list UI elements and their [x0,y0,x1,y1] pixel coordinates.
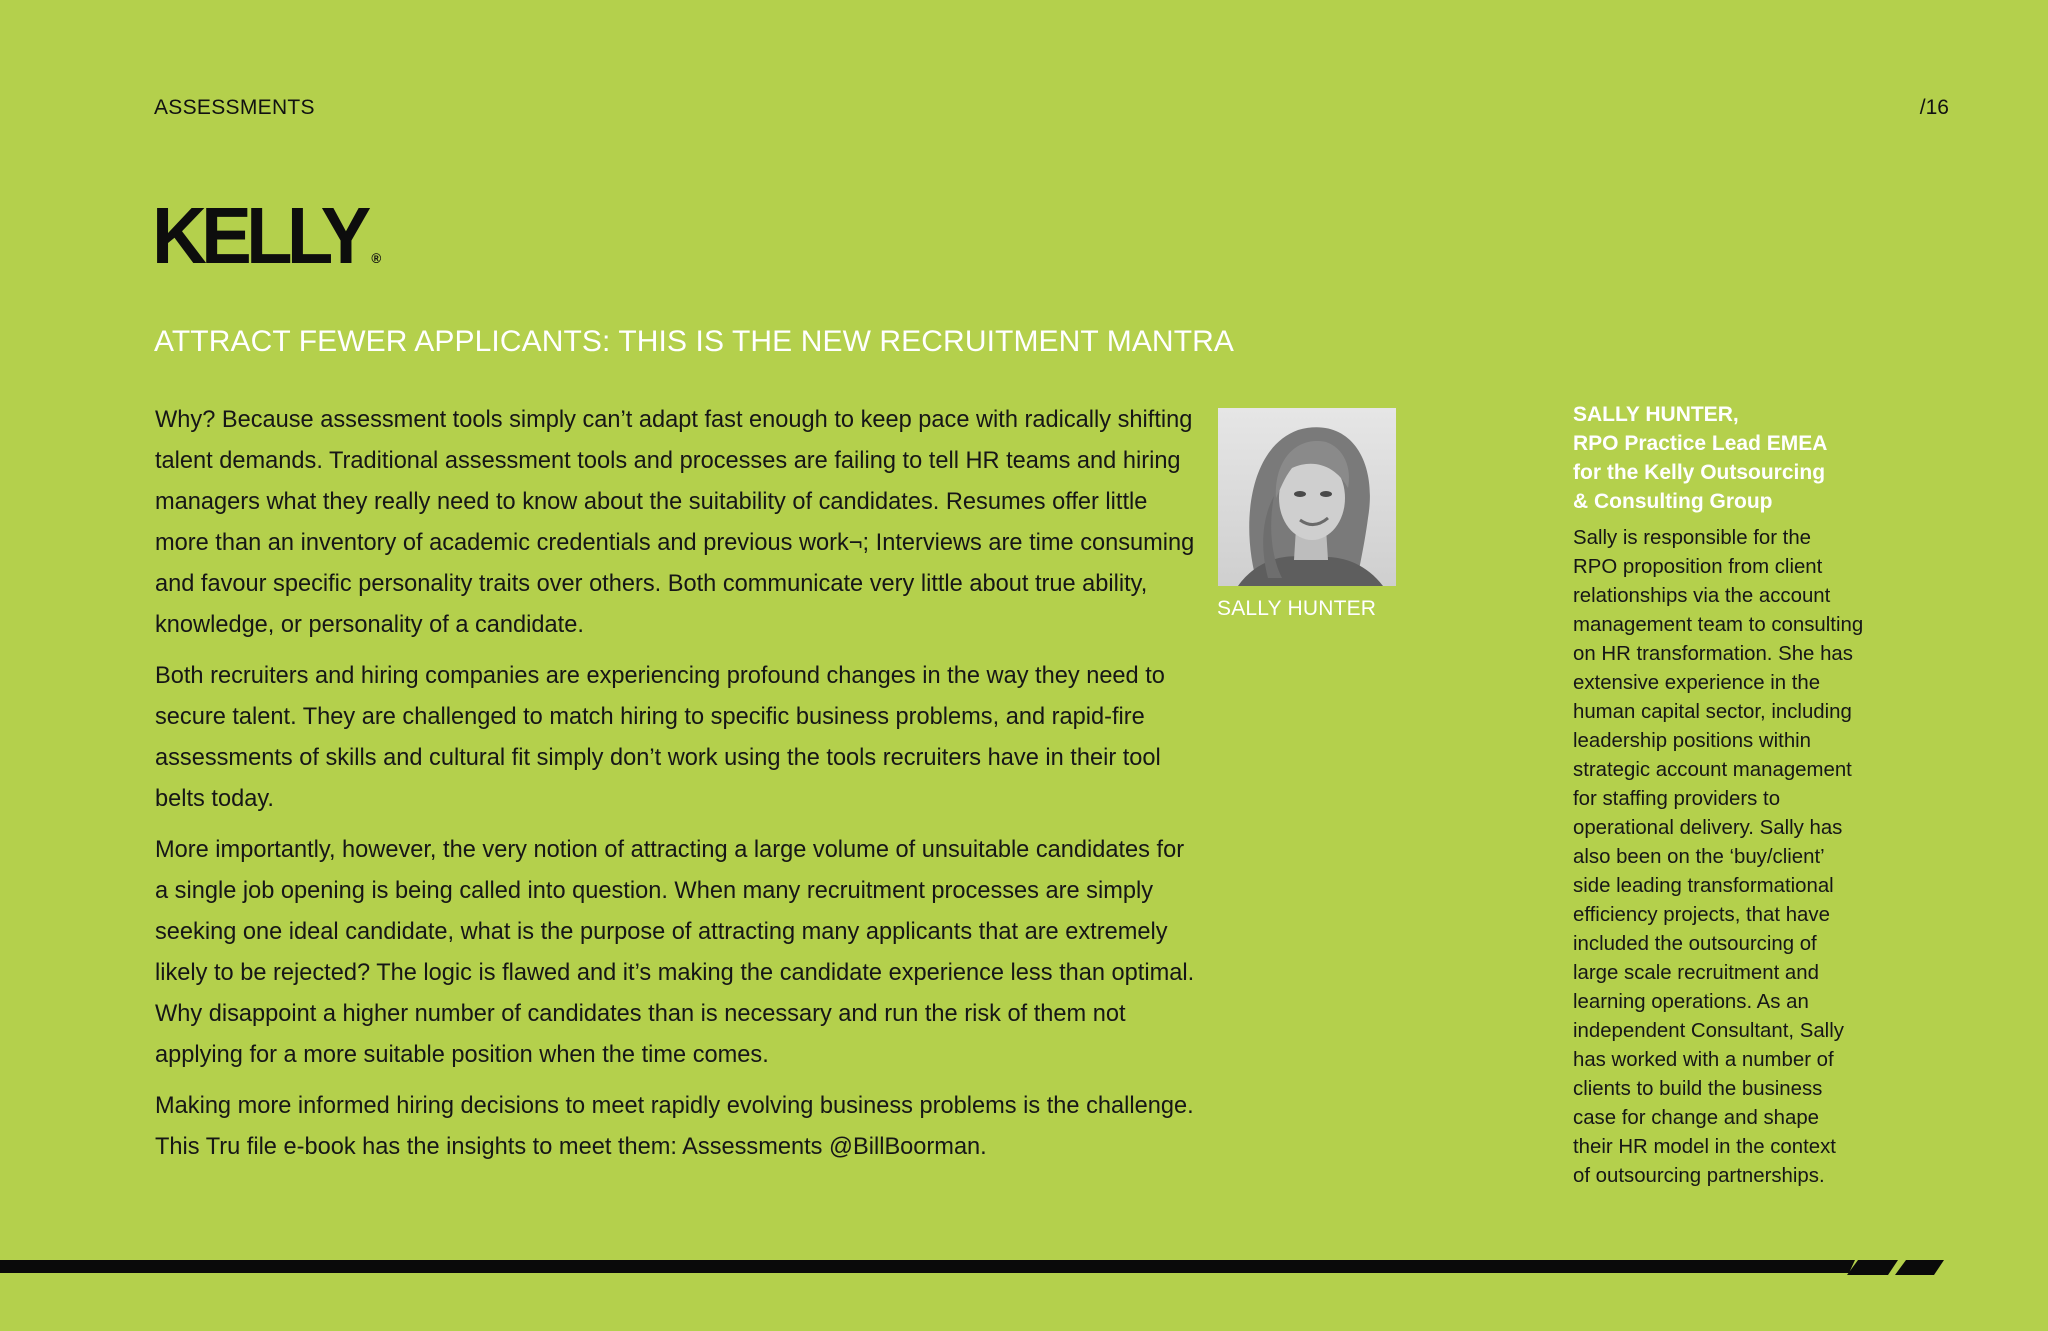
page-number: /16 [1919,96,1949,119]
registered-mark: ® [371,250,382,266]
bio-heading-line: & Consulting Group [1573,490,1773,513]
footer-bar-main [0,1260,1855,1273]
bio-line: RPO proposition from client [1573,556,1823,578]
bio-line: management team to consulting [1573,614,1864,636]
bio-line: relationships via the account [1573,585,1831,607]
body-paragraph: More importantly, however, the very notion of attracting a large volume of unsuitable candidates for a single job opening is being called into question. When many recruitment processes are simply seeking one ideal candidate, what is the purpose of attracting many applicants that are extremely likely to be rejected? The logic is flawed and it’s making the candidate experience less than optimal. Why disappoint a higher number of candidates than is necessary and run the risk of them not applying for a more suitable position when the time comes. [155,837,1195,1068]
section-label: ASSESSMENTS [154,96,315,119]
bio-heading [1573,400,1903,516]
bio-line: leadership positions within [1573,730,1812,752]
bio-line: clients to build the business [1573,1078,1823,1100]
footer-bar [0,1255,2048,1275]
bio-line: also been on the ‘buy/client’ [1573,846,1825,868]
bio-line: for staffing providers to [1573,788,1781,810]
bio-line: included the outsourcing of [1573,933,1817,955]
portrait-photo [1218,408,1396,586]
bio-line: Sally is responsible for the [1573,527,1812,549]
bio-line: side leading transformational [1573,875,1834,897]
bio-line: extensive experience in the [1573,672,1821,694]
bio-line: has worked with a number of [1573,1049,1834,1071]
bio-line: human capital sector, including [1573,701,1852,723]
body-paragraph: Why? Because assessment tools simply can’t adapt fast enough to keep pace with radically shifting talent demands. Traditional assessment tools and processes are failing to tell HR teams and hiring managers what they really need to know about the suitability of candidates. Resumes offer little more than an inventory of academic credentials and previous work¬; Interviews are time consuming and favour specific personality traits over others. Both communicate very little about true ability, knowledge, or personality of a candidate. [155,407,1195,638]
bio-line: learning operations. As an [1573,991,1809,1013]
portrait-image [1218,408,1396,586]
bio-line: their HR model in the context [1573,1136,1836,1158]
bio-heading-line: RPO Practice Lead EMEA [1573,432,1828,455]
logo-wordmark: KELLY [152,191,366,280]
bio-line: case for change and shape [1573,1107,1820,1129]
article-body [155,400,1195,1178]
bio-line: operational delivery. Sally has [1573,817,1843,839]
body-paragraph: Making more informed hiring decisions to meet rapidly evolving business problems is the challenge. This Tru file e-book has the insights to meet them: Assessments @BillBoorman. [155,1093,1194,1160]
bio-line: efficiency projects, that have [1573,904,1830,926]
profile-bio [1573,400,1903,1191]
bio-text [1573,524,1903,1191]
page-headline: ATTRACT FEWER APPLICANTS: THIS IS THE NEW RECRUITMENT MANTRA [154,325,1234,358]
bio-line: independent Consultant, Sally [1573,1020,1844,1042]
bio-line: strategic account management [1573,759,1852,781]
bio-heading-line: SALLY HUNTER, [1573,403,1739,426]
body-paragraph: Both recruiters and hiring companies are experiencing profound changes in the way they need to secure talent. They are challenged to match hiring to specific business problems, and rapid-fire assessments of skills and cultural fit simply don’t work using the tools recruiters have in their tool belts today. [155,663,1165,812]
kelly-logo [152,191,382,280]
footer-bar-stripe [1847,1260,1898,1275]
bio-line: on HR transformation. She has [1573,643,1853,665]
bio-line: of outsourcing partnerships. [1573,1165,1825,1187]
footer-bar-stripe [1895,1260,1944,1275]
bio-line: large scale recruitment and [1573,962,1819,984]
photo-caption: SALLY HUNTER [1217,597,1377,620]
bio-heading-line: for the Kelly Outsourcing [1573,461,1826,484]
